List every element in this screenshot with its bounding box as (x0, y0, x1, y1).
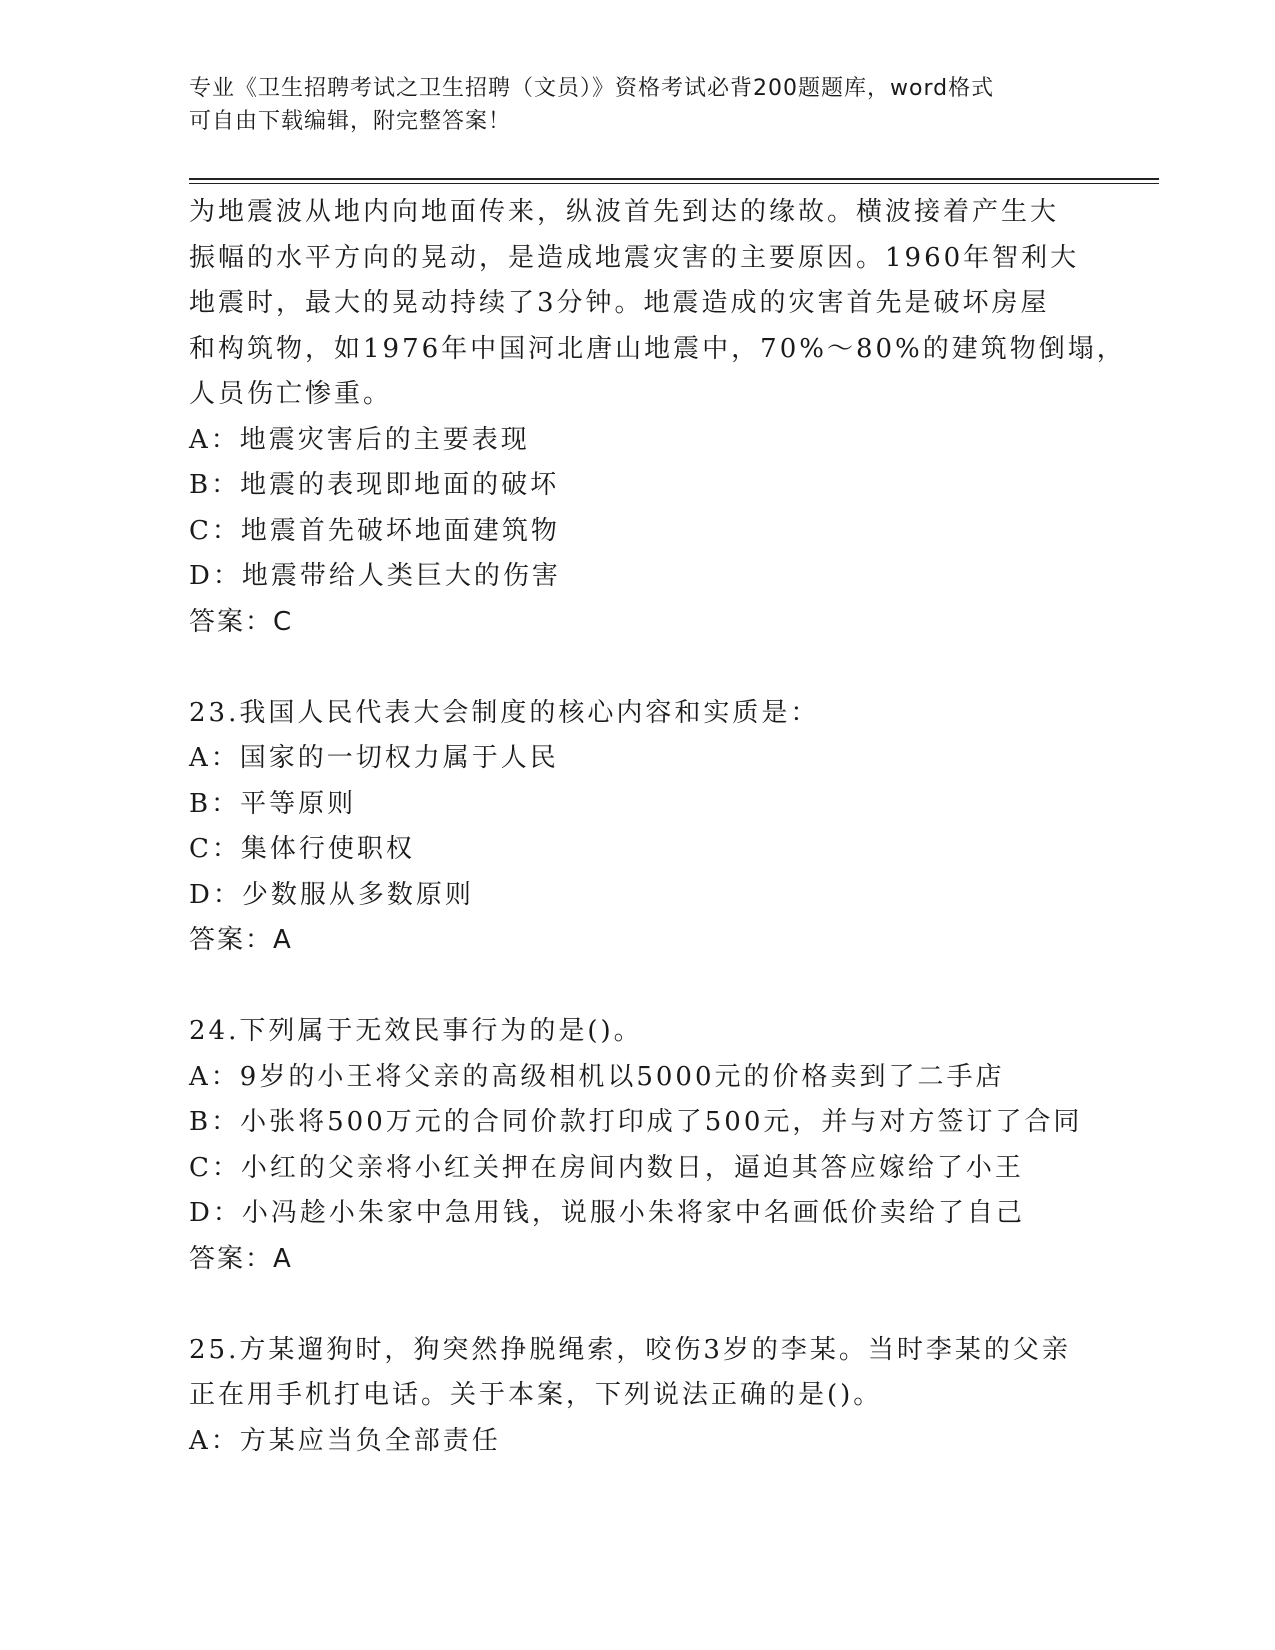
option-a: A：国家的一切权力属于人民 (189, 743, 559, 773)
explanation-line: 人员伤亡惨重。 (189, 379, 393, 409)
spacer (189, 964, 1089, 1010)
explanation-line: 和构筑物，如1976年中国河北唐山地震中，70%～80%的建筑物倒塌， (189, 333, 1126, 364)
option-a: A：地震灾害后的主要表现 (189, 424, 530, 455)
header-line-1: 专业《卫生招聘考试之卫生招聘（文员）》资格考试必背200题题库，word格式 (189, 76, 995, 101)
option-a: A：方某应当负全部责任 (189, 1425, 501, 1456)
option-b: B：平等原则 (189, 788, 357, 819)
option-c: C：小红的父亲将小红关押在房间内数日，逼迫其答应嫁给了小王 (189, 1152, 1024, 1183)
option-c: C：地震首先破坏地面建筑物 (189, 515, 560, 546)
spacer (189, 645, 1089, 691)
option-c: C：集体行使职权 (189, 834, 415, 864)
spacer (189, 1282, 1089, 1328)
question-24 (189, 1009, 1089, 1282)
question-text: 正在用手机打电话。关于本案，下列说法正确的是()。 (189, 1380, 883, 1410)
header-divider (189, 178, 1159, 180)
answer: 答案：C (189, 606, 294, 637)
option-d: D：地震带给人类巨大的伤害 (189, 561, 561, 591)
question-23 (189, 691, 1089, 964)
explanation-line: 振幅的水平方向的晃动，是造成地震灾害的主要原因。1960年智利大 (189, 242, 1080, 273)
option-d: D：少数服从多数原则 (189, 879, 474, 910)
explanation-line: 为地震波从地内向地面传来，纵波首先到达的缘故。横波接着产生大 (189, 197, 1060, 227)
option-d: D：小冯趁小朱家中急用钱，说服小朱将家中名画低价卖给了自己 (189, 1198, 1025, 1228)
question-text: 24.下列属于无效民事行为的是()。 (189, 1016, 643, 1046)
answer: 答案：A (189, 925, 293, 955)
question-25 (189, 1328, 1089, 1465)
question-text: 23.我国人民代表大会制度的核心内容和实质是： (189, 697, 820, 728)
explanation-line: 地震时，最大的晃动持续了3分钟。地震造成的灾害首先是破坏房屋 (189, 288, 1050, 318)
question-text: 25.方某遛狗时，狗突然挣脱绳索，咬伤3岁的李某。当时李某的父亲 (189, 1334, 1071, 1365)
document-header (189, 72, 1089, 138)
question-22 (189, 190, 1126, 645)
header-divider-thin (189, 183, 1159, 184)
answer: 答案：A (189, 1243, 293, 1274)
option-b: B：小张将500万元的合同价款打印成了500元，并与对方签订了合同 (189, 1107, 1083, 1137)
option-a: A：9岁的小王将父亲的高级相机以5000元的价格卖到了二手店 (189, 1061, 1005, 1092)
option-b: B：地震的表现即地面的破坏 (189, 470, 560, 500)
document-body (189, 190, 1126, 1464)
header-line-2: 可自由下载编辑，附完整答案！ (189, 109, 512, 134)
